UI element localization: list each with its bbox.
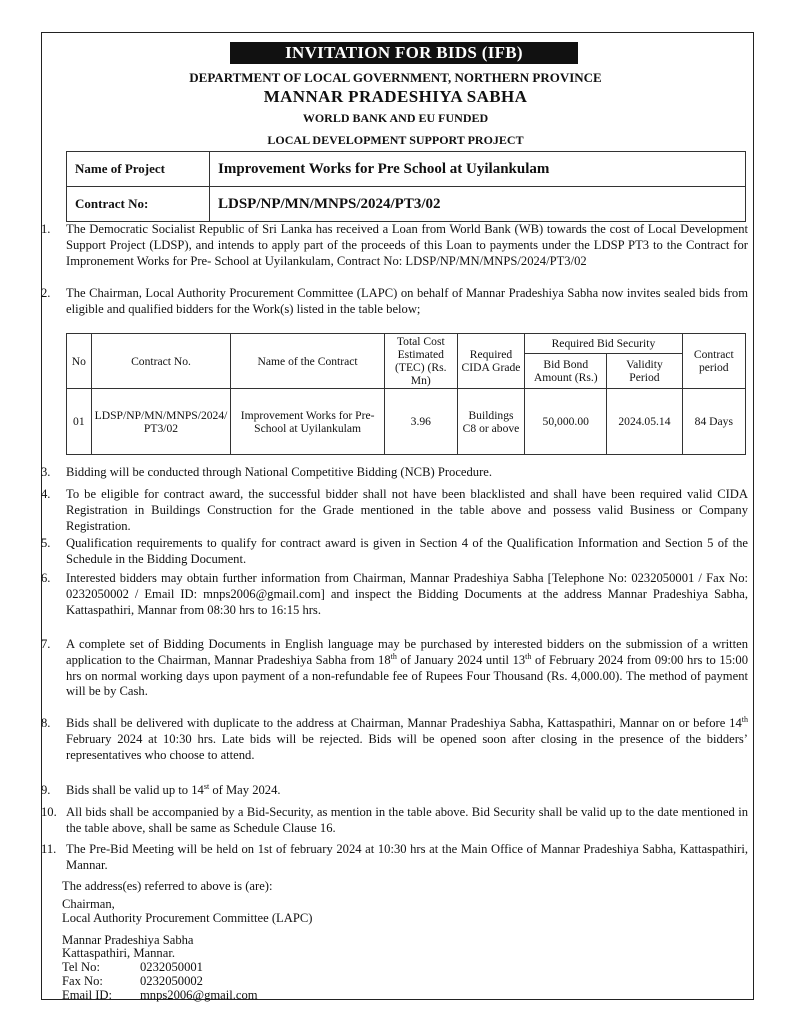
table-row xyxy=(67,389,746,455)
clause-text: Bids shall be valid up to 14st of May 2024. xyxy=(66,781,281,797)
clause-number: 10. xyxy=(41,805,57,819)
fax-row xyxy=(62,975,312,989)
cell-period: 84 Days xyxy=(682,389,745,455)
clause-text: To be eligible for contract award, the successful bidder shall not have been blacklisted and shall have been required valid CIDA Registration in Buildings Construction for the Grade mentioned in the table above and possess valid Business or Company Registration. xyxy=(66,487,748,533)
address-line: Mannar Pradeshiya Sabha xyxy=(62,932,194,947)
contract-no-label: Contract No: xyxy=(67,187,210,222)
clause-number: 7. xyxy=(41,637,51,651)
clause-number: 2. xyxy=(41,286,51,300)
col-header-cida: Required CIDA Grade xyxy=(457,334,524,389)
cell-name: Improvement Works for Pre- School at Uyilankulam xyxy=(231,389,384,455)
project-name-label: Name of Project xyxy=(67,152,210,187)
clause-text: The Chairman, Local Authority Procurement Committee (LAPC) on behalf of Mannar Pradeshiya Sabha now invites sealed bids from eligible and qualified bidders for the Work(s) listed in the table below; xyxy=(66,286,748,316)
cell-cida: Buildings C8 or above xyxy=(457,389,524,455)
col-header-name: Name of the Contract xyxy=(231,334,384,389)
col-header-validity: Validity Period xyxy=(607,353,682,388)
project-info-table xyxy=(66,151,746,222)
clause-number: 1. xyxy=(41,222,51,236)
fax-label: Fax No: xyxy=(62,973,103,988)
tel-label: Tel No: xyxy=(62,960,100,975)
clause-number: 6. xyxy=(41,571,51,585)
programme-heading: LOCAL DEVELOPMENT SUPPORT PROJECT xyxy=(267,133,524,147)
clause-number: 8. xyxy=(41,716,51,730)
cell-cost: 3.96 xyxy=(384,389,457,455)
funding-heading: WORLD BANK AND EU FUNDED xyxy=(302,111,489,125)
col-header-no: No xyxy=(67,334,92,389)
email-label: Email ID: xyxy=(62,987,113,1002)
col-header-cost: Total Cost Estimated (TEC) (Rs. Mn) xyxy=(384,334,457,389)
address-line: Kattaspathiri, Mannar. xyxy=(62,946,175,961)
cell-bid-bond: 50,000.00 xyxy=(525,389,607,455)
cell-contract-no: LDSP/NP/MN/MNPS/2024/ PT3/02 xyxy=(91,389,231,455)
clause-text: The Pre-Bid Meeting will be held on 1st of february 2024 at 10:30 hrs at the Main Office of Mannar Pradeshiya Sabha, Kattaspathiri, Mannar. xyxy=(66,842,748,872)
email-row xyxy=(62,989,312,1003)
clause-number: 5. xyxy=(41,536,51,550)
cell-validity: 2024.05.14 xyxy=(607,389,682,455)
fax-value: 0232050002 xyxy=(140,973,203,988)
clause-number: 11. xyxy=(41,842,57,856)
clause-text: Bids shall be delivered with duplicate to the address at Chairman, Mannar Pradeshiya Sabha, Kattaspathiri, Mannar on or before 14th February 2024 at 10:30 hrs. Late bids will be rejected. Bids will be opened soon after closing in the presence of the bidders’ representatives who choose to attend. xyxy=(66,714,748,762)
tel-row xyxy=(62,961,312,975)
address-line: Local Authority Procurement Committee (LAPC) xyxy=(62,910,313,925)
contract-no-value: LDSP/NP/MN/MNPS/2024/PT3/02 xyxy=(210,187,746,222)
contract-no-row xyxy=(67,187,746,222)
address-block xyxy=(62,898,312,1003)
clause-text: Interested bidders may obtain further information from Chairman, Mannar Pradeshiya Sabha [Telephone No: 0232050001 / Fax No: 0232050002 / Email ID: mnps2006@gmail.com] and inspect the Bidding Documents at the address Mannar Pradeshiya Sabha, Kattaspathiri, Mannar from 08:30 hrs to 16:15 hrs. xyxy=(66,571,748,617)
tel-value: 0232050001 xyxy=(140,960,203,975)
project-name-row xyxy=(67,152,746,187)
project-name-value: Improvement Works for Pre School at Uyilankulam xyxy=(210,152,746,187)
email-value: mnps2006@gmail.com xyxy=(140,987,258,1002)
clause-text: Bidding will be conducted through National Competitive Bidding (NCB) Procedure. xyxy=(66,465,493,479)
bid-table xyxy=(66,333,746,455)
clause-text: The Democratic Socialist Republic of Sri Lanka has received a Loan from World Bank (WB) towards the cost of Local Development Support Project (LDSP), and intends to apply part of the proceeds of this Loan to payments under the LDSP PT3 to the Contract for Impronement Works for Pre- School at Uyilankulam, Contract No: LDSP/NP/MN/MNPS/2024/PT3/02 xyxy=(66,222,748,268)
authority-heading: MANNAR PRADESHIYA SABHA xyxy=(263,87,528,106)
address-intro: The address(es) referred to above is (are): xyxy=(62,879,273,893)
col-header-period: Contract period xyxy=(682,334,745,389)
clause-number: 4. xyxy=(41,487,51,501)
clause-number: 3. xyxy=(41,465,51,479)
clause-text: A complete set of Bidding Documents in English language may be purchased by interested bidders on the submission of a written application to the Chairman, Mannar Pradeshiya Sabha from 18th of January 2024 until 13th of February 2024 from 09:00 hrs to 15:00 hrs on normal working days upon payment of a non-refundable fee of Rupees Four Thousand (Rs. 4,000.00). The method of payment will be by Cash. xyxy=(66,637,749,699)
cell-no: 01 xyxy=(67,389,92,455)
clause-text: All bids shall be accompanied by a Bid-Security, as mention in the table above. Bid Security shall be valid up to the date mentioned in the table above, shall be same as Schedule Clause 16. xyxy=(66,805,748,835)
col-header-contract-no: Contract No. xyxy=(91,334,231,389)
bid-table-header-row xyxy=(67,334,746,354)
notice-title: INVITATION FOR BIDS (IFB) xyxy=(230,42,578,64)
address-line: Chairman, xyxy=(62,897,115,911)
col-header-security: Required Bid Security xyxy=(525,334,682,354)
col-header-bid-bond: Bid Bond Amount (Rs.) xyxy=(525,353,607,388)
department-heading: DEPARTMENT OF LOCAL GOVERNMENT, NORTHERN PROVINCE xyxy=(189,70,602,85)
clause-number: 9. xyxy=(41,783,51,797)
clause-text: Qualification requirements to qualify for contract award is given in Section 4 of the Qualification Information and Section 5 of the Schedule in the Bidding Document. xyxy=(66,536,748,566)
